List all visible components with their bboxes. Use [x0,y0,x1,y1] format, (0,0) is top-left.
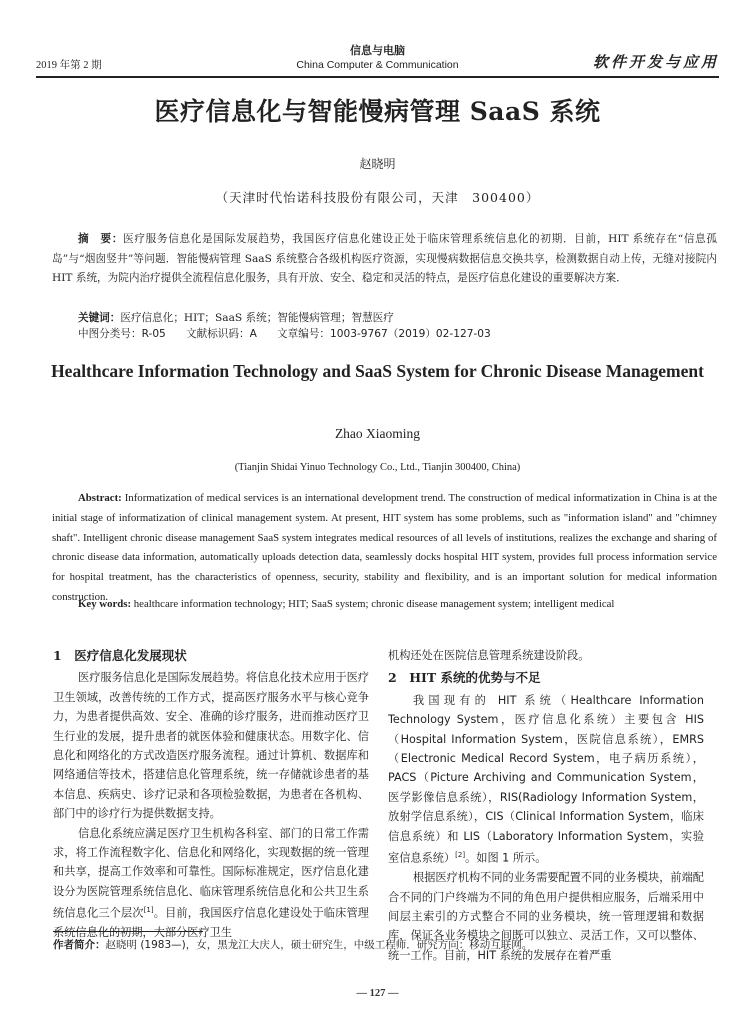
section-2-heading: 2 HIT 系统的优势与不足 [388,670,541,686]
keywords-cn [78,309,717,327]
abstract-cn-label: 摘 要： [78,233,124,245]
citation-ref: [2] [455,851,466,860]
keywords-en-text: healthcare information technology; HIT; SaaS system; chronic disease management system; intelligent medical [131,598,615,610]
abstract-cn [52,230,717,289]
section-1-heading: 1 医疗信息化发展现状 [53,648,187,663]
author-bio-footnote [53,937,532,952]
clc-label: 中图分类号： [78,328,142,340]
paragraph-text: 。目前，我国医疗信息化建设处于临床管理系统信息化的初期，大部分医疗卫生 [53,907,369,940]
continued-paragraph: 机构还处在医院信息管理系统建设阶段。 [388,649,590,662]
body-column-right [388,646,704,965]
author-cn: 赵晓明 [359,157,396,171]
section-1-paragraph-2 [53,824,369,943]
doc-code-value: A [249,328,257,340]
abstract-cn-text: 医疗服务信息化是国际发展趋势，我国医疗信息化建设正处于临床管理系统信息化的初期．目前，HIT 系统存在“信息孤岛”与“烟囱竖井”等问题．智能慢病管理 SaaS 系统整合各级机构医疗资源，实现慢病数据信息交换共享，检测数据自动上传，无缝对接院内 HIT 系统，为院内治疗提供全流程信息化服务，具有开放、安全、稳定和灵活的特点，是医疗信息化建设的重要解决方案． [52,233,717,284]
body-column-left [53,646,369,943]
clc-value: R-05 [141,328,166,340]
paper-title-en: Healthcare Information Technology and SaaS System for Chronic Disease Management [51,361,704,381]
footnote-divider [53,931,203,932]
abstract-en [52,489,717,608]
footnote-label: 作者简介： [53,939,106,951]
paragraph-text: 我国现有的 HIT 系统（Healthcare Information Technology System，医疗信息化系统）主要包含 HIS（Hospital Information System，医院信息系统），EMRS（Electronic Medical Record System，电子病历系统），PACS（Picture Archiving and Communication System，医学影像信息系统），RIS(Radiology Information System，放射学信息系统），CIS（Clinical Information System，临床信息系统）和 LIS（Laboratory Information System，实验室信息系统） [388,693,704,865]
keywords-en [78,598,717,610]
abstract-en-text: Informatization of medical services is an international development trend. The construction of medical informatization in China is at the initial stage of informatization of clinical management system. At present, HIT system has some problems, such as "information island" and "chimney shaft". Intelligent chronic disease management SaaS system integrates medical resources of all levels of institutions, realizes the exchange and sharing of chronic disease data information, automatically uploads detection data, seamlessly docks hospital HIT system, provides full process information service for hospital treatment, has the characteristics of openness, security, stability and flexibility, and is an important solution for medical information construction. [52,492,717,603]
section-2-paragraph-2: 根据医疗机构不同的业务需要配置不同的业务模块，前端配合不同的门户终端为不同的角色用户提供相应服务，后端采用中间层主索引的方式整合不同的业务模块，统一管理逻辑和数据库，保证各业务模块之间既可以独立、灵活工作，又可以整体、统一工作。目前，HIT 系统的发展存在着严重 [388,871,704,962]
section-1-paragraph-1: 医疗服务信息化是国际发展趋势。将信息化技术应用于医疗卫生领域，改善传统的工作方式，提高医疗服务水平与核心竞争力，为患者提供高效、安全、准确的诊疗服务，进而推动医疗卫生行业的发展，提升患者的就医体验和健康状态。用数字化、信息化和网络化的方式改造医疗服务流程。通过计算机、数据库和网络通信等技术，搭建信息化管理系统，统一存储就诊患者的基本信息、疾病史、诊疗记录和各项检验数据，为患者在各机构、部门中的诊疗行为提供数据支持。 [53,671,369,821]
section-2-paragraph-1 [388,691,704,868]
issue-label: 2019 年第 2 期 [36,60,102,71]
paper-title-cn: 医疗信息化与智能慢病管理 SaaS 系统 [154,97,601,126]
paragraph-text: 。如图 1 所示。 [465,851,547,865]
footnote-text: 赵晓明 (1983—)，女，黑龙江大庆人，硕士研究生，中级工程师．研究方向：移动互联网。 [105,939,533,951]
abstract-en-label: Abstract: [78,492,122,504]
article-no-label: 文章编号： [277,328,331,340]
journal-name-cn: 信息与电脑 [350,44,405,57]
article-no-value: 1003-9767（2019）02-127-03 [330,328,491,340]
page-number: — 127 — [356,988,399,999]
column-label: 软件开发与应用 [592,53,719,71]
running-header [36,38,719,78]
classification-line [78,326,491,341]
affiliation-en: (Tianjin Shidai Yinuo Technology Co., Ltd., Tianjin 300400, China) [234,462,521,473]
keywords-cn-text: 医疗信息化；HIT；SaaS 系统；智能慢病管理；智慧医疗 [120,312,394,324]
citation-ref: [1] [143,906,154,915]
doc-code-label: 文献标识码： [186,328,250,340]
keywords-cn-label: 关键词： [78,312,121,324]
keywords-en-label: Key words: [78,598,132,610]
author-en: Zhao Xiaoming [334,426,421,441]
affiliation-cn: （天津时代怡诺科技股份有限公司，天津 300400） [215,190,540,205]
journal-name-en: China Computer & Communication [296,59,459,71]
paragraph-text: 信息化系统应满足医疗卫生机构各科室、部门的日常工作需求，将工作流程数字化、信息化和网络化，实现数据的统一管理和共享，提高工作效率和可靠性。国际标准规定，医疗信息化建设分为医院管理系统信息化、临床管理系统信息化和公共卫生系统信息化三个层次 [53,826,369,921]
